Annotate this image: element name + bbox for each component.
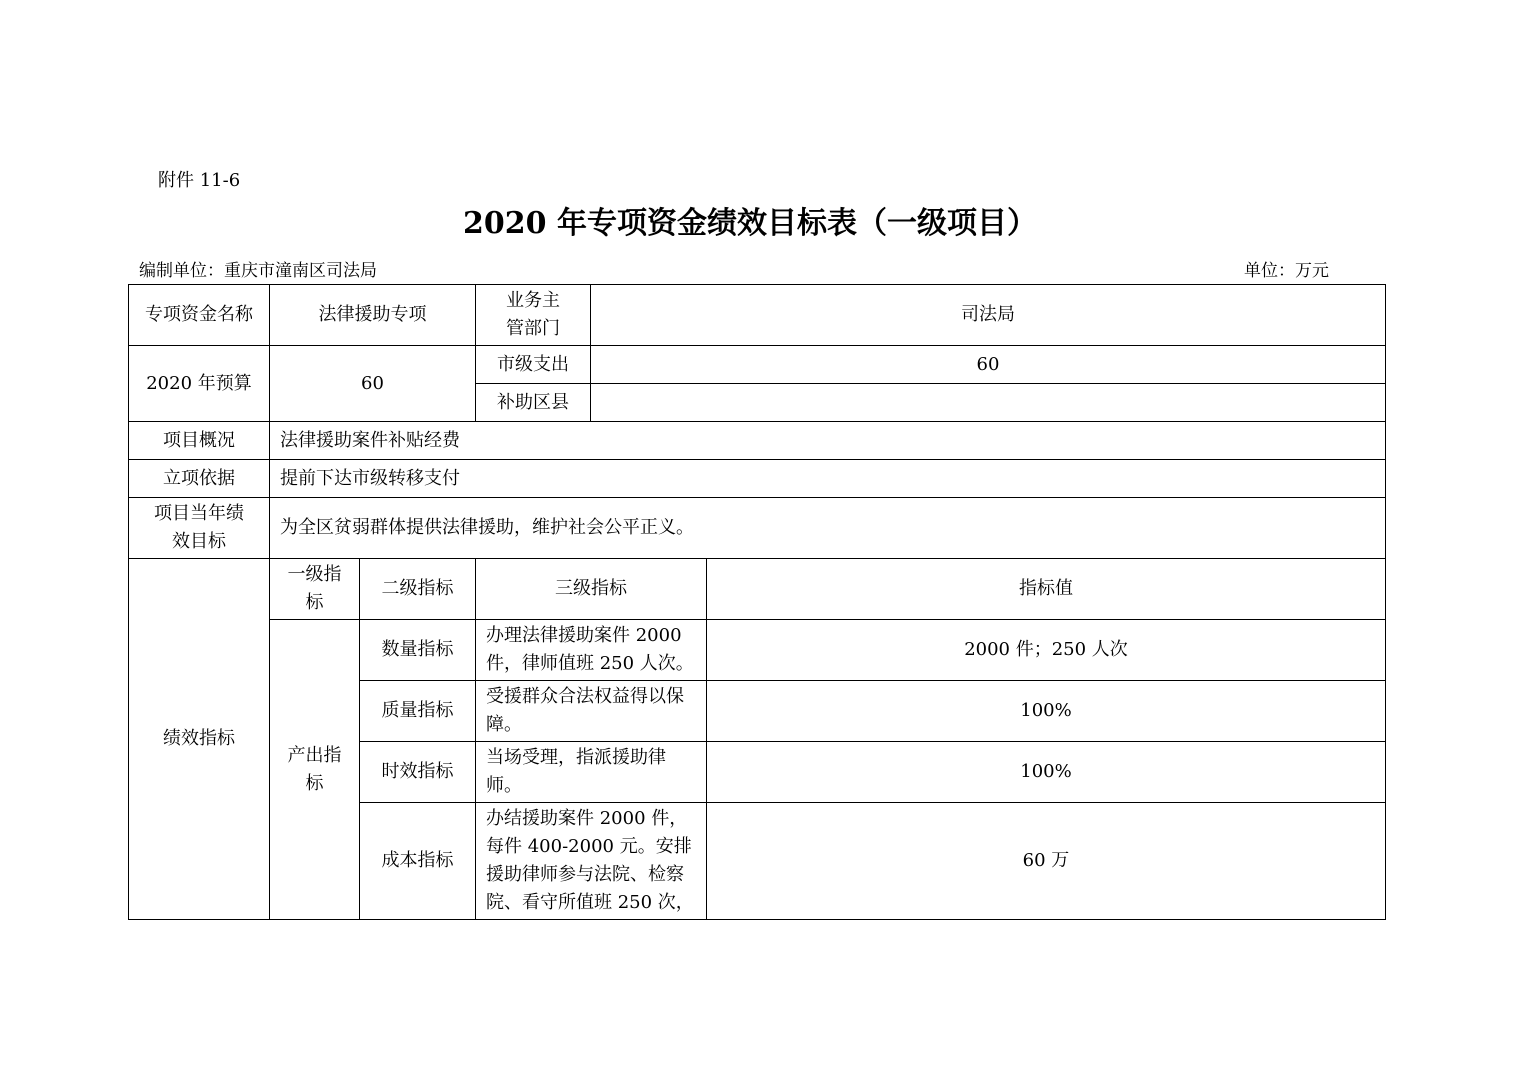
level2-cell: 质量指标 — [360, 681, 476, 742]
performance-target-table — [128, 284, 1386, 920]
attachment-number: 附件 11-6 — [158, 170, 241, 191]
indicator-value-cell: 2000 件；250 人次 — [707, 620, 1386, 681]
col-level1-header: 一级指标 — [270, 559, 360, 620]
city-expense-value: 60 — [591, 346, 1386, 384]
level2-cell: 数量指标 — [360, 620, 476, 681]
basis-label: 立项依据 — [129, 460, 270, 498]
goal-label: 项目当年绩效目标 — [129, 498, 270, 559]
table-row — [129, 620, 1386, 681]
goal-value: 为全区贫弱群体提供法律援助，维护社会公平正义。 — [270, 498, 1386, 559]
level3-cell: 办理法律援助案件 2000 件，律师值班 250 人次。 — [476, 620, 707, 681]
county-subsidy-label: 补助区县 — [476, 384, 591, 422]
indicators-section-label: 绩效指标 — [129, 559, 270, 920]
compiling-unit: 编制单位：重庆市潼南区司法局 — [139, 261, 377, 281]
budget-value: 60 — [270, 346, 476, 422]
row-budget — [129, 346, 1386, 384]
dept-value: 司法局 — [591, 285, 1386, 346]
page-title: 2020 年专项资金绩效目标表（一级项目） — [463, 206, 1037, 241]
overview-value: 法律援助案件补贴经费 — [270, 422, 1386, 460]
col-value-header: 指标值 — [707, 559, 1386, 620]
level2-cell: 成本指标 — [360, 803, 476, 920]
row-fund-name — [129, 285, 1386, 346]
row-goal — [129, 498, 1386, 559]
fund-name-label: 专项资金名称 — [129, 285, 270, 346]
level1-output: 产出指标 — [270, 620, 360, 920]
level3-cell: 当场受理，指派援助律师。 — [476, 742, 707, 803]
overview-label: 项目概况 — [129, 422, 270, 460]
col-level2-header: 二级指标 — [360, 559, 476, 620]
row-indicator-header — [129, 559, 1386, 620]
level3-cell: 办结援助案件 2000 件，每件 400-2000 元。安排援助律师参与法院、检察院、看守所值班 250 次， — [476, 803, 707, 920]
dept-label: 业务主管部门 — [476, 285, 591, 346]
county-subsidy-value — [591, 384, 1386, 422]
row-basis — [129, 460, 1386, 498]
fund-name-value: 法律援助专项 — [270, 285, 476, 346]
row-overview — [129, 422, 1386, 460]
currency-unit: 单位：万元 — [1244, 261, 1329, 281]
indicator-value-cell: 100% — [707, 681, 1386, 742]
level2-cell: 时效指标 — [360, 742, 476, 803]
city-expense-label: 市级支出 — [476, 346, 591, 384]
col-level3-header: 三级指标 — [476, 559, 707, 620]
indicator-value-cell: 60 万 — [707, 803, 1386, 920]
level3-cell: 受援群众合法权益得以保障。 — [476, 681, 707, 742]
budget-label: 2020 年预算 — [129, 346, 270, 422]
basis-value: 提前下达市级转移支付 — [270, 460, 1386, 498]
indicator-value-cell: 100% — [707, 742, 1386, 803]
